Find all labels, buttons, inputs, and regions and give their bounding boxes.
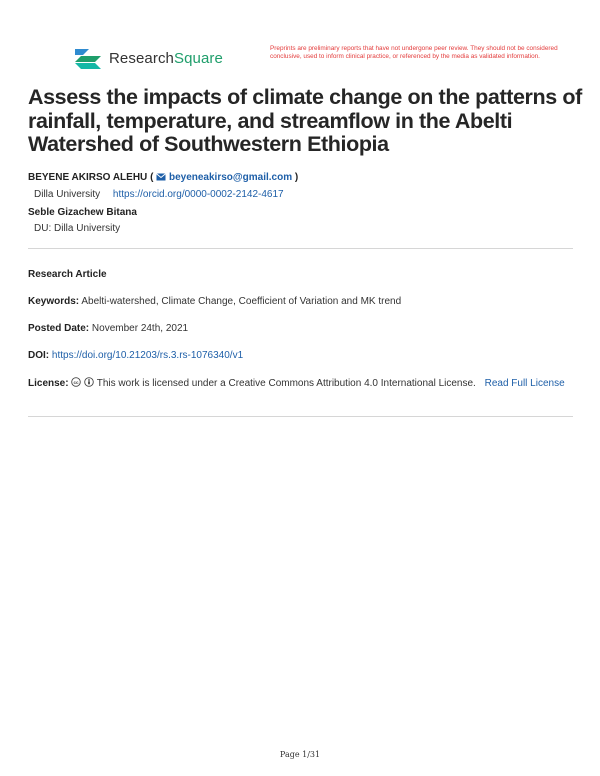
page-number: Page 1/31: [279, 750, 321, 759]
doi-line: [28, 348, 573, 364]
license-text: This work is licensed under a Creative Commons Attribution 4.0 International License.: [96, 378, 476, 389]
license-line: [28, 376, 573, 392]
preprint-disclaimer: Preprints are preliminary reports that have not undergone peer review. They should not be considered conclusive, used to inform clinical practice, or referenced by the media as validated information.: [270, 45, 558, 60]
author-1-affiliation-line: [34, 189, 284, 200]
cc-icon: [71, 376, 81, 392]
logo-text: [109, 50, 223, 67]
read-full-license-link[interactable]: Read Full License: [484, 378, 565, 389]
divider-bottom: [28, 416, 573, 417]
envelope-icon: [156, 173, 166, 184]
keywords-label: Keywords:: [28, 296, 80, 307]
author-1-orcid-link[interactable]: https://orcid.org/0000-0002-2142-4617: [112, 189, 284, 200]
author-2-affiliation: DU: Dilla University: [34, 223, 121, 234]
divider-top: [28, 248, 573, 249]
posted-date-line: [28, 321, 573, 337]
license-label: License:: [28, 378, 69, 389]
author-1: BEYENE AKIRSO ALEHU ( beyeneakirso@gmail.com ): [28, 172, 299, 183]
author-1-email-link[interactable]: beyeneakirso@gmail.com: [168, 172, 293, 183]
logo-word-square: Square: [174, 49, 223, 67]
research-square-logo[interactable]: [73, 46, 223, 70]
posted-date-label: Posted Date:: [28, 323, 90, 334]
doi-label: DOI:: [28, 350, 50, 361]
doi-link[interactable]: https://doi.org/10.21203/rs.3.rs-1076340/v1: [51, 350, 244, 361]
author-2: [28, 207, 137, 218]
posted-date-value: November 24th, 2021: [91, 323, 189, 334]
logo-word-research: Research: [109, 49, 174, 67]
svg-text:cc: cc: [73, 379, 79, 385]
author-2-name: Seble Gizachew Bitana: [28, 207, 137, 218]
keywords-line: [28, 294, 573, 310]
article-type: Research Article: [28, 269, 107, 280]
research-square-logo-icon: [73, 46, 103, 70]
author-1-name: BEYENE AKIRSO ALEHU: [28, 172, 148, 183]
author-1-affiliation: Dilla University: [34, 189, 101, 200]
by-icon: [84, 376, 94, 392]
paper-title: Assess the impacts of climate change on the patterns of rainfall, temperature, and streamflow in the Abelti Watershed of Southwestern Ethiopia: [28, 85, 582, 156]
keywords-value: Abelti-watershed, Climate Change, Coefficient of Variation and MK trend: [81, 296, 402, 307]
